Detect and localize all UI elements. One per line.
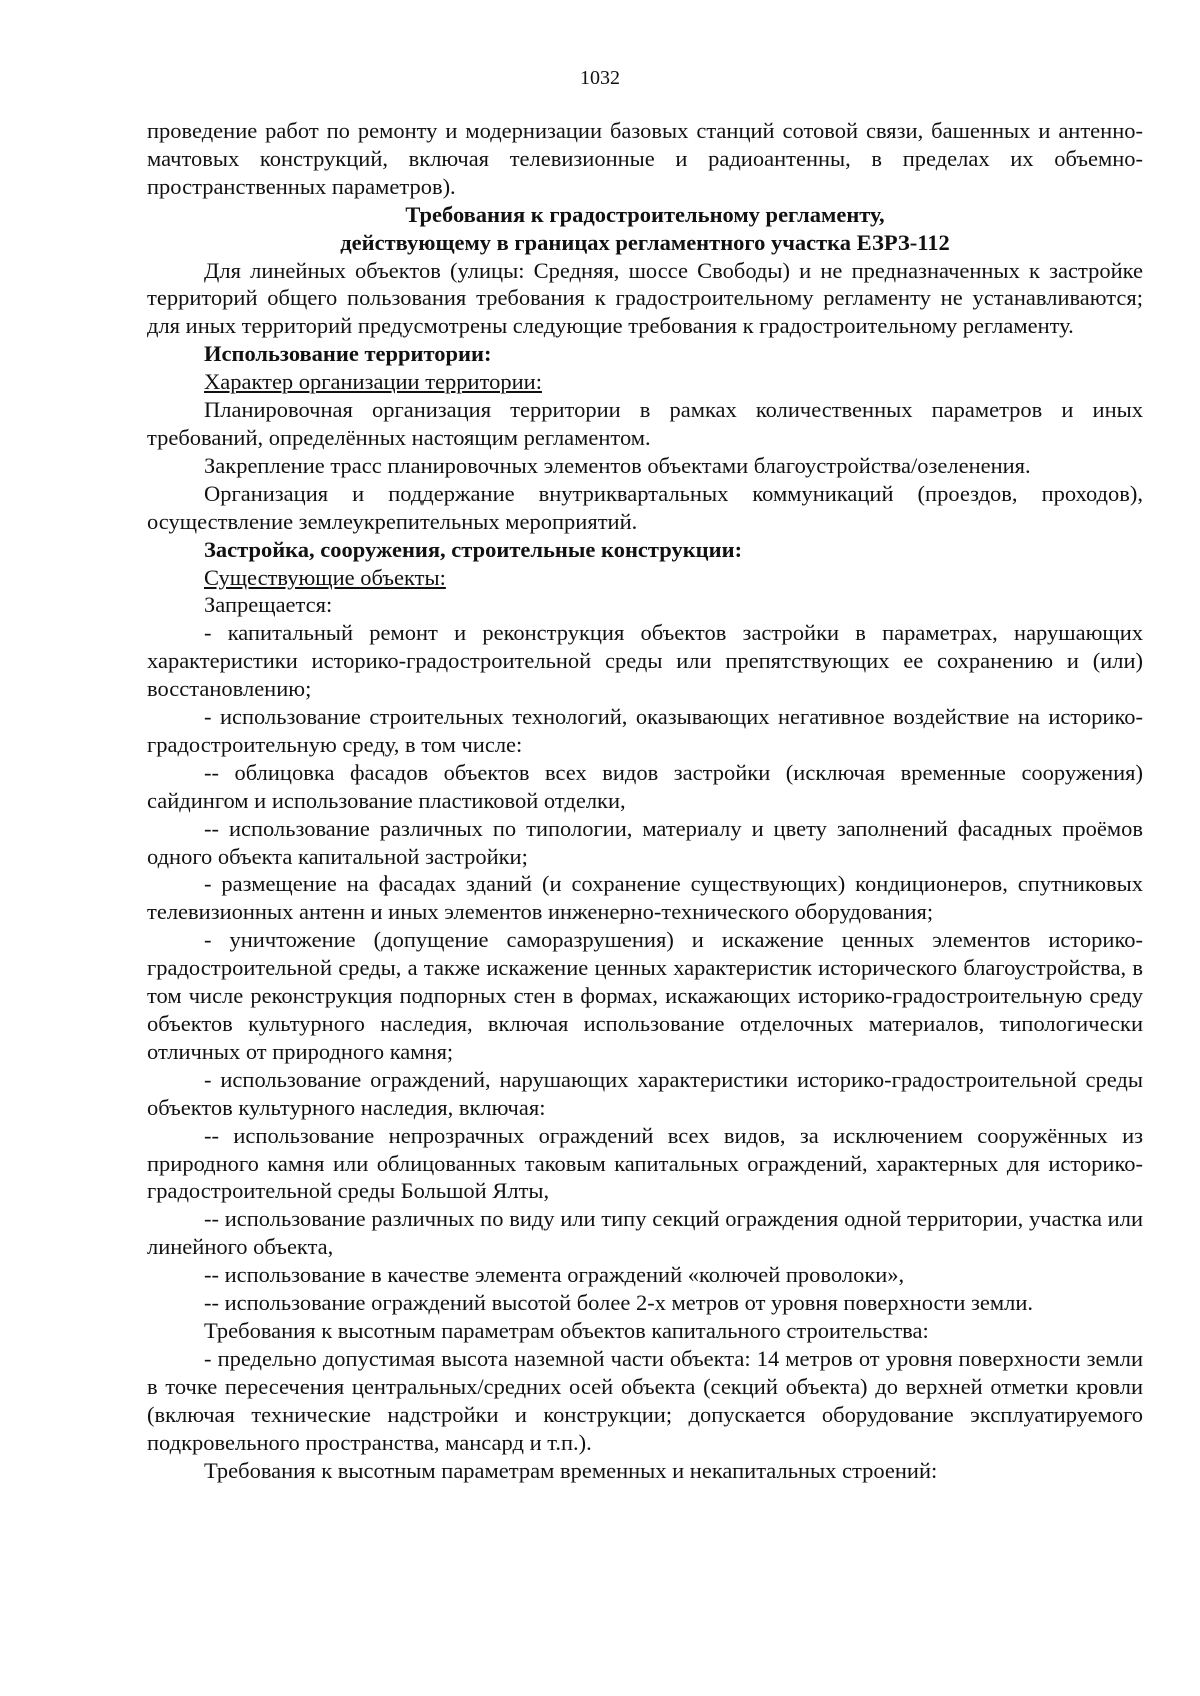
paragraph-temporary-structures: Требования к высотным параметрам временных и некапитальных строений:: [204, 1457, 938, 1483]
list-item-destruction: - уничтожение (допущение саморазрушения) и искажение ценных элементов историко-градостроительной среды, а также искажение ценных характеристик исторического благоустройства, в том числе реконструкция подпорных стен в формах, искажающих историко-градостроительную среду объектов культурного наследия, включая использование отделочных материалов, типологически отличных от природного камня;: [147, 927, 1143, 1064]
paragraph-height-requirements: Требования к высотным параметрам объектов капитального строительства:: [204, 1317, 929, 1343]
list-item-max-height: - предельно допустимая высота наземной части объекта: 14 метров от уровня поверхности земли в точке пересечения центральных/средних осей объекта (секций объекта) до верхней отметки кровли (включая технические надстройки и конструкции; допускается оборудование эксплуатируемого подкровельного пространства, мансард и т.п.).: [147, 1345, 1143, 1455]
heading-territory-use: Использование территории:: [204, 341, 492, 367]
list-subitem-barbed-wire: -- использование в качестве элемента ограждений «колючей проволоки»,: [204, 1262, 905, 1288]
paragraph-continuation: проведение работ по ремонту и модернизации базовых станций сотовой связи, башенных и антенно-мачтовых конструкций, включая телевизионные и радиоантенны, в пределах их объемно-пространственных параметров).: [147, 118, 1143, 199]
heading-buildings-structures: Застройка, сооружения, строительные конструкции:: [204, 536, 743, 562]
list-item-building-technologies: - использование строительных технологий, оказывающих негативное воздействие на историко-градостроительную среду, в том числе:: [147, 704, 1143, 757]
list-item-capital-repair: - капитальный ремонт и реконструкция объектов застройки в параметрах, нарушающих характеристики историко-градостроительной среды или препятствующих ее сохранению и (или) восстановлению;: [147, 620, 1143, 702]
list-item-fences: - использование ограждений, нарушающих характеристики историко-градостроительной среды объектов культурного наследия, включая:: [147, 1066, 1143, 1120]
subheading-existing-objects: Существующие объекты:: [204, 564, 446, 590]
document-body: [147, 117, 1143, 1484]
paragraph-planning-organization: Планировочная организация территории в рамках количественных параметров и иных требований, определённых настоящим регламентом.: [147, 397, 1143, 450]
section-title-line-1: Требования к градостроительному регламенту,: [405, 201, 885, 227]
list-item-facade-equipment: - размещение на фасадах зданий (и сохранение существующих) кондиционеров, спутниковых телевизионных антенн и иных элементов инженерно-технического оборудования;: [147, 871, 1143, 925]
list-subitem-fence-sections: -- использование различных по виду или типу секций ограждения одной территории, участка или линейного объекта,: [147, 1206, 1143, 1260]
paragraph-communications: Организация и поддержание внутриквартальных коммуникаций (проездов, проходов), осуществление землеукрепительных мероприятий.: [147, 480, 1143, 534]
paragraph-route-fixing: Закрепление трасс планировочных элементов объектами благоустройства/озеленения.: [204, 452, 1031, 478]
page-number: 1032: [580, 67, 620, 89]
paragraph-linear-objects: Для линейных объектов (улицы: Средняя, шоссе Свободы) и не предназначенных к застройке территорий общего пользования требования к градостроительному регламенту не устанавливаются; для иных территорий предусмотрены следующие требования к градостроительному регламенту.: [147, 257, 1143, 339]
list-subitem-siding: -- облицовка фасадов объектов всех видов застройки (исключая временные сооружения) сайдингом и использование пластиковой отделки,: [147, 759, 1143, 813]
paragraph-prohibited: Запрещается:: [204, 592, 333, 618]
list-subitem-facade-openings: -- использование различных по типологии, материалу и цвету заполнений фасадных проёмов одного объекта капитальной застройки;: [147, 815, 1143, 869]
section-title-line-2: действующему в границах регламентного участка ЕЗРЗ-112: [340, 229, 950, 255]
list-subitem-fence-height: -- использование ограждений высотой более 2-х метров от уровня поверхности земли.: [204, 1290, 1034, 1316]
list-subitem-opaque-fences: -- использование непрозрачных ограждений всех видов, за исключением сооружённых из природного камня или облицованных таковым капитальных ограждений, характерных для историко-градостроительной среды Большой Ялты,: [147, 1122, 1143, 1204]
subheading-territory-organization: Характер организации территории:: [204, 369, 542, 395]
